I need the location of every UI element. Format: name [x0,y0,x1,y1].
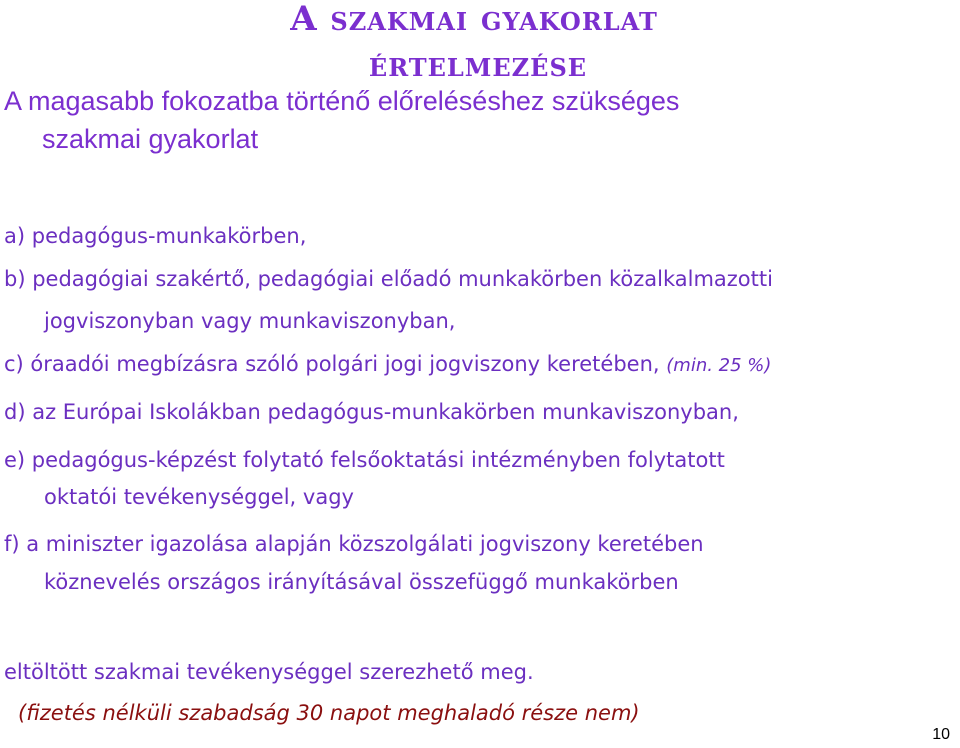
list-item-d: d) az Európai Iskolákban pedagógus-munkakörben munkaviszonyban, [4,400,739,424]
page-number: 10 [932,726,950,743]
list-item-f-line-1: f) a miniszter igazolása alapján közszolgálati jogviszony keretében [4,532,704,556]
list-item-e-line-2: oktatói tevékenységgel, vagy [44,485,354,509]
summary-text: eltöltött szakmai tevékenységgel szerezhető meg. [4,660,534,684]
list-item-e-line-1: e) pedagógus-képzést folytató felsőoktatási intézményben folytatott [4,448,725,472]
list-item-c-text: c) óraadói megbízásra szóló polgári jogi jogviszony keretében, [4,352,660,376]
subtitle-line-1: A magasabb fokozatba történő előreléséshez szükséges [4,86,680,116]
list-item-f-line-2: köznevelés országos irányításával összefüggő munkakörben [44,570,679,594]
list-item-c-note: (min. 25 %) [666,355,772,376]
note-text: (fizetés nélküli szabadság 30 napot meghaladó része nem) [18,701,640,725]
subtitle-line-2: szakmai gyakorlat [42,124,259,154]
slide-title-line-2: értelmezése [368,45,588,85]
list-item-b-line-1: b) pedagógiai szakértő, pedagógiai előadó munkakörben közalkalmazotti [4,267,773,291]
slide-title-line-1: A szakmai gyakorlat [290,0,658,39]
list-item-b-line-2: jogviszonyban vagy munkaviszonyban, [44,309,456,333]
list-item-a: a) pedagógus-munkakörben, [4,224,307,248]
list-item-c [4,354,771,375]
